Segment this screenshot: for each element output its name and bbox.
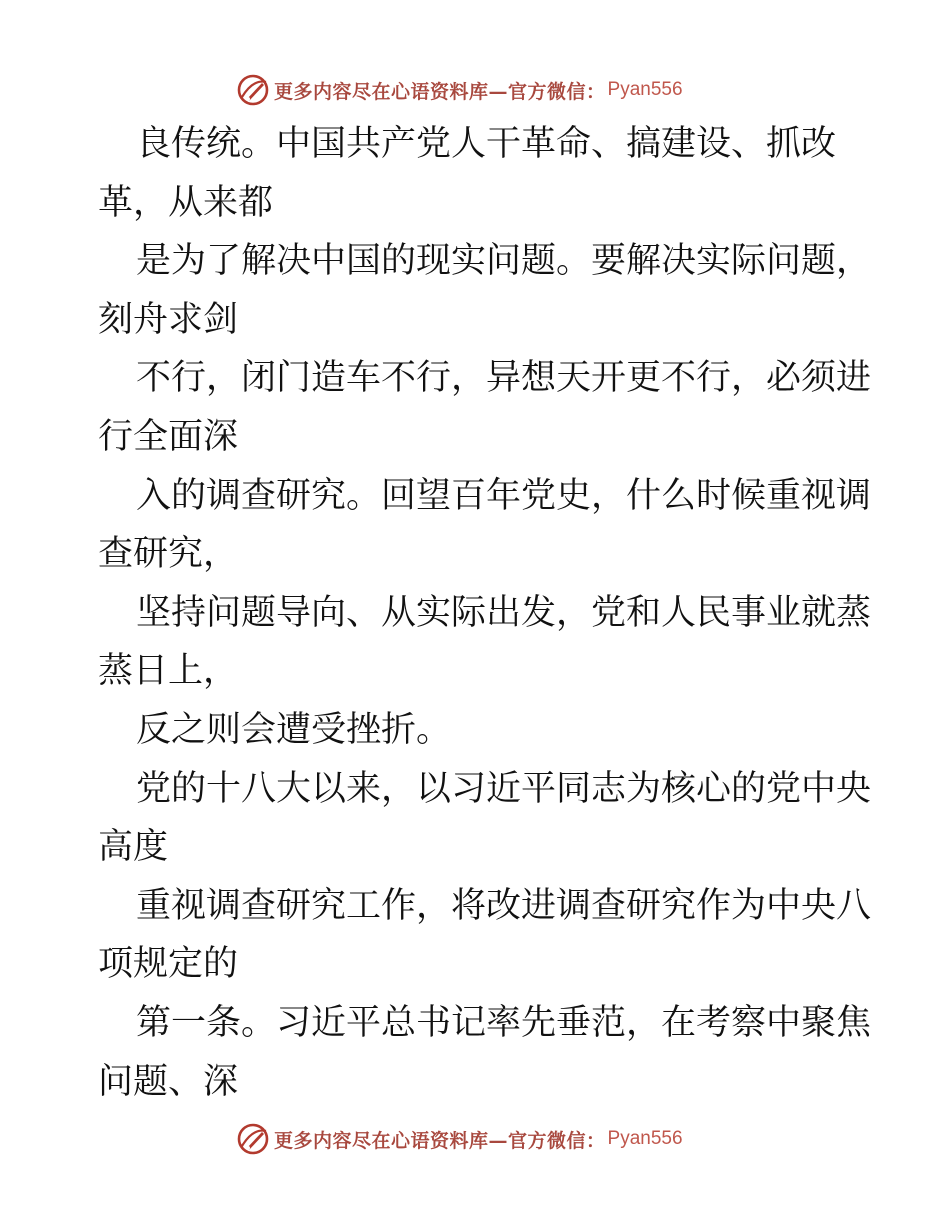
- text-line: 查研究，: [98, 534, 239, 575]
- text-line: 不行，闭门造车不行，异想天开更不行，必须进: [136, 358, 872, 399]
- watermark-text: 更多内容尽在心语资料库—官方微信：: [274, 1129, 606, 1152]
- text-line: 项规定的: [98, 944, 239, 985]
- footer-watermark: [236, 1121, 683, 1157]
- body-text: [98, 115, 878, 1111]
- text-line: 高度: [98, 827, 169, 868]
- watermark-wechat-id: Pyan556: [607, 1128, 683, 1149]
- text-line: 问题、深: [98, 1061, 239, 1102]
- pen-logo-icon: [236, 73, 270, 107]
- text-line: 反之则会遭受挫折。: [136, 709, 452, 750]
- text-line: 良传统。中国共产党人干革命、搞建设、抓改: [136, 124, 837, 164]
- text-line: 行全面深: [98, 416, 239, 457]
- text-line: 党的十八大以来，以习近平同志为核心的党中央: [136, 768, 872, 809]
- text-line: 革，从来都: [98, 182, 274, 223]
- text-line: 第一条。习近平总书记率先垂范，在考察中聚焦: [136, 1002, 872, 1043]
- text-line: 蒸日上，: [98, 651, 239, 692]
- pen-logo-icon: [236, 1122, 270, 1156]
- watermark-wechat-id: Pyan556: [607, 79, 683, 100]
- text-line: 入的调查研究。回望百年党史，什么时候重视调: [136, 475, 872, 516]
- header-watermark: [236, 72, 683, 108]
- watermark-text: 更多内容尽在心语资料库—官方微信：: [274, 80, 606, 103]
- text-line: 重视调查研究工作，将改进调查研究作为中央八: [136, 885, 872, 926]
- text-line: 刻舟求剑: [98, 299, 239, 340]
- text-line: 是为了解决中国的现实问题。要解决实际问题，: [136, 241, 872, 282]
- text-line: 坚持问题导向、从实际出发，党和人民事业就蒸: [136, 592, 872, 633]
